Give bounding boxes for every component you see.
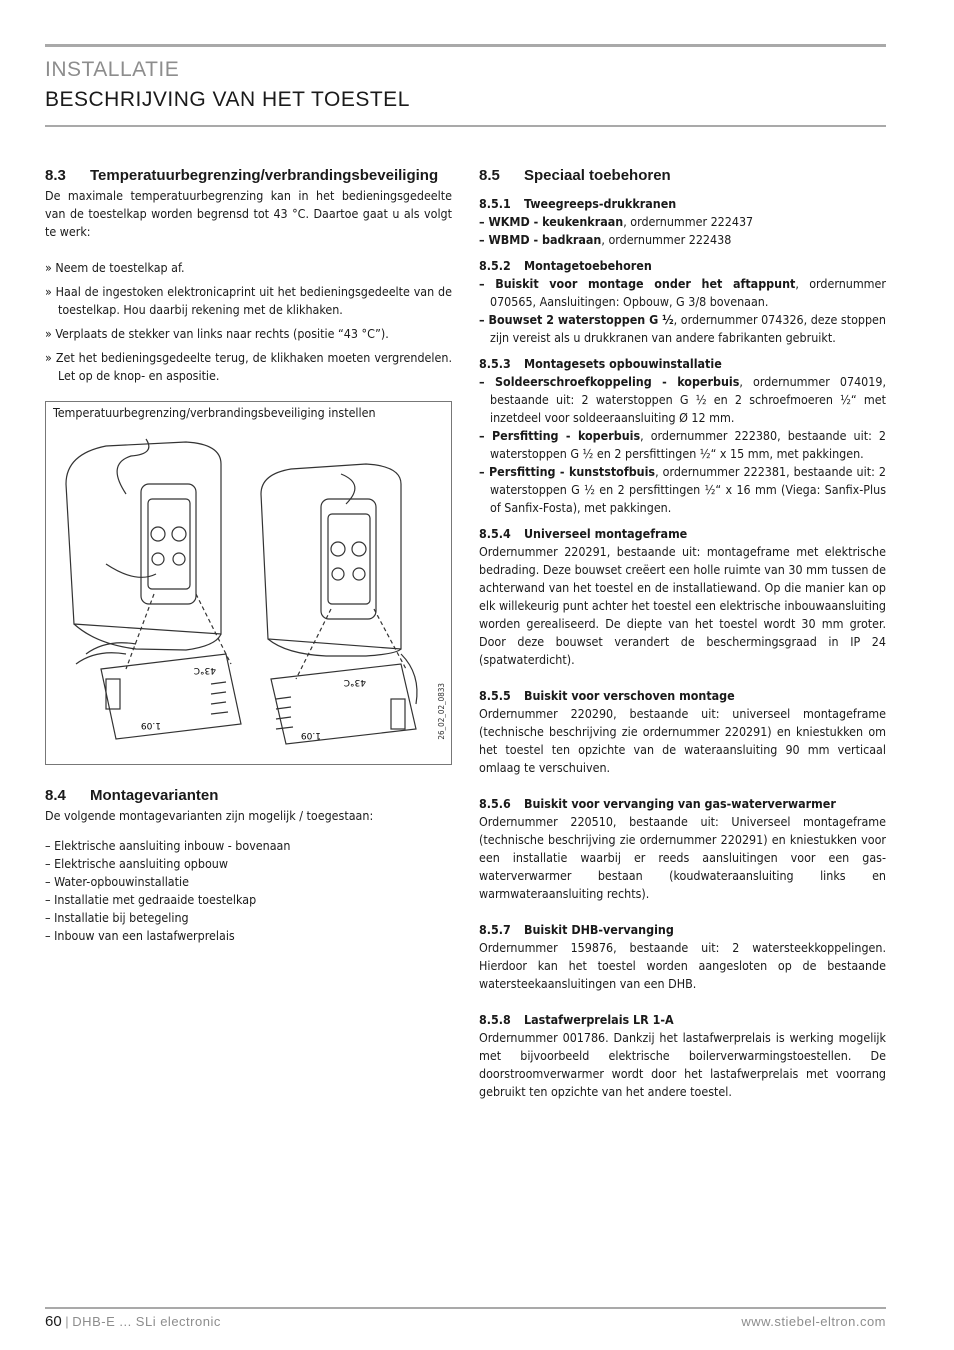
- footer-left: [45, 1313, 221, 1330]
- accessory-detail: , ordernummer 074019, bestaande uit: 2 waterstoppen G ½ en 2 schroefmoeren ½“ met inzetdeel voor soldeeraansluiting Ø 12 mm.: [490, 374, 886, 425]
- figure-code: 26_02_02_0833: [437, 683, 446, 740]
- subsection-text: Ordernummer 159876, bestaande uit: 2 watersteekkoppelingen. Hierdoor kan het toestel worden aangesloten op de bestaande watersteekaansluitingen van een DHB.: [479, 940, 886, 991]
- section-number: 8.5: [479, 167, 500, 184]
- subsection-8-5-3-heading: [479, 355, 886, 373]
- subsection-number: 8.5.4: [479, 526, 511, 541]
- accessory-name: – Persfitting - kunststofbuis: [479, 464, 656, 479]
- accessory-detail: , ordernummer 222438: [601, 232, 732, 247]
- chapter-label: INSTALLATIE: [45, 58, 180, 81]
- page-number: 60: [45, 1313, 62, 1330]
- subsection-text: Ordernummer 220290, bestaande uit: universeel montageframe (technische beschrijving zie ordernummer 220291) en kniestukken om het toestel ten opzichte van de wateraansluiting 90 mm verticaal omlaag te verschuiven.: [479, 706, 886, 775]
- section-8-3-intro: De maximale temperatuurbegrenzing kan in het bedieningsgedeelte van de toestelkap worden begrensd tot 43 °C. Daartoe gaat u als volgt te werk:: [45, 188, 452, 239]
- section-title: Temperatuurbegrenzing/verbrandingsbeveiliging: [90, 167, 439, 184]
- instruction-step: » Neem de toestelkap af.: [45, 260, 185, 275]
- subsection-number: 8.5.6: [479, 796, 511, 811]
- list-item: – Inbouw van een lastafwerprelais: [45, 928, 235, 943]
- subsection-title: Lastafwerprelais LR 1-A: [524, 1012, 674, 1027]
- page-title: BESCHRIJVING VAN HET TOESTEL: [45, 88, 410, 111]
- instruction-step: » Haal de ingestoken elektronicaprint uit het bedieningsgedeelte van de toestelkap. Hou daarbij rekening met de klikhaken.: [45, 284, 452, 317]
- subsection-title: Buiskit voor verschoven montage: [524, 688, 735, 703]
- footer-rule: [45, 1307, 886, 1309]
- section-number: 8.4: [45, 787, 66, 804]
- subsection-8-5-6-heading: [479, 795, 886, 813]
- subsection-text: Ordernummer 001786. Dankzij het lastafwerprelais is werking mogelijk met bijvoorbeeld elektrische boilerverwarmingstoestellen. De doorstroomverwarmer wordt door het lastafwerprelais met voorrang gebruikt ten opzichte van het andere toestel.: [479, 1030, 886, 1099]
- subsection-title: Universeel montageframe: [524, 526, 688, 541]
- accessory-item: [479, 311, 886, 347]
- device-illustration: [46, 424, 446, 762]
- figure-temperature-limit: [45, 401, 452, 765]
- subsection-8-5-4-heading: [479, 525, 886, 543]
- subsection-number: 8.5.2: [479, 258, 511, 273]
- subsection-number: 8.5.7: [479, 922, 511, 937]
- list-item: – Installatie bij betegeling: [45, 910, 189, 925]
- accessory-detail: , ordernummer 222381, bestaande uit: 2 waterstoppen G ½ en 2 persfittingen ½“ x 16 mm (Viega: Sanfix-Plus of Sanfix-Fosta), met pakkingen.: [490, 464, 886, 515]
- document-title: DHB-E ... SLi electronic: [72, 1314, 221, 1329]
- header-bottom-rule: [45, 125, 886, 127]
- subsection-text: Ordernummer 220291, bestaande uit: montageframe met elektrische bedrading. Deze bouwset creëert een holle ruimte van 30 mm tussen de achterwand van het toestel en de installatiewand. Op die manier kan op elk willekeurig punt achter het toestel een elektrische inbouwaansluiting worden gerealiseerd. De diepte van het toestel wordt 30 mm groter. Door deze bouwset verandert de beschermingsgraad in IP 24 (spatwaterdicht).: [479, 544, 886, 667]
- subsection-8-5-1-heading: [479, 195, 886, 213]
- accessory-item: [479, 275, 886, 311]
- list-item: – Elektrische aansluiting opbouw: [45, 856, 228, 871]
- list-item: – Water-opbouwinstallatie: [45, 874, 189, 889]
- accessory-item: [479, 231, 886, 249]
- device-housing-right: [261, 464, 401, 649]
- left-column: [45, 165, 452, 945]
- board-code-right: 1.09: [300, 730, 321, 740]
- subsection-8-5-2-heading: [479, 257, 886, 275]
- accessory-name: – Persfitting - koperbuis: [479, 428, 641, 443]
- list-item: – Elektrische aansluiting inbouw - bovenaan: [45, 838, 291, 853]
- subsection-title: Montagesets opbouwinstallatie: [524, 356, 722, 371]
- board-label-left: 43°C: [193, 665, 216, 675]
- list-item: – Installatie met gedraaide toestelkap: [45, 892, 257, 907]
- subsection-number: 8.5.8: [479, 1012, 511, 1027]
- accessory-detail: , ordernummer 222380, bestaande uit: 2 waterstoppen G ½ en 2 persfittingen ½“ x 15 mm, met pakkingen.: [490, 428, 887, 461]
- subsection-8-5-7-heading: [479, 921, 886, 939]
- website-url: www.stiebel-eltron.com: [741, 1314, 886, 1329]
- accessory-item: [479, 213, 886, 231]
- circuit-board-left: [101, 654, 241, 739]
- instruction-step: » Verplaats de stekker van links naar rechts (positie “43 °C”).: [45, 326, 389, 341]
- section-8-3-heading: [45, 165, 452, 187]
- subsection-number: 8.5.1: [479, 196, 511, 211]
- accessory-detail: , ordernummer 074326, deze stoppen zijn vereist als u drukkranen van andere fabrikanten gebruikt.: [490, 312, 886, 345]
- figure-caption: Temperatuurbegrenzing/verbrandingsbeveiliging instellen: [53, 405, 376, 420]
- subsection-text: Ordernummer 220510, bestaande uit: Universeel montageframe (technische beschrijving zie ordernummer 220291) en kniestukken voor een installatie waarbij er reeds aansluitingen voor een gas-waterverwarmer bestaan (koudwateraansluiting links en warmwateraansluiting rechts).: [479, 814, 886, 901]
- accessory-name: – Buiskit voor montage onder het aftappunt: [479, 276, 796, 291]
- accessory-detail: , ordernummer 070565, Aansluitingen: Opbouw, G 3/8 bovenaan.: [490, 276, 886, 309]
- accessory-detail: , ordernummer 222437: [623, 214, 754, 229]
- subsection-number: 8.5.3: [479, 356, 511, 371]
- subsection-8-5-8-heading: [479, 1011, 886, 1029]
- accessory-name: – WKMD - keukenkraan: [479, 214, 624, 229]
- section-title: Speciaal toebehoren: [524, 167, 671, 184]
- board-label-right: 43°C: [343, 677, 366, 687]
- circuit-board-right: [271, 664, 416, 744]
- section-title: Montagevarianten: [90, 787, 219, 804]
- subsection-title: Tweegreeps-drukkranen: [524, 196, 677, 211]
- section-number: 8.3: [45, 167, 66, 184]
- section-8-4-heading: [45, 785, 452, 807]
- accessory-name: – Soldeerschroefkoppeling - koperbuis: [479, 374, 740, 389]
- accessory-name: – WBMD - badkraan: [479, 232, 602, 247]
- accessory-name: – Bouwset 2 waterstoppen G ½: [479, 312, 674, 327]
- subsection-title: Buiskit DHB-vervanging: [524, 922, 674, 937]
- footer-separator: |: [61, 1314, 73, 1329]
- right-column: [479, 165, 886, 1101]
- section-8-4-intro: De volgende montagevarianten zijn mogelijk / toegestaan:: [45, 808, 374, 823]
- subsection-8-5-5-heading: [479, 687, 886, 705]
- accessory-item: [479, 427, 886, 463]
- board-code-left: 1.09: [140, 720, 161, 730]
- subsection-title: Buiskit voor vervanging van gas-waterverwarmer: [524, 796, 836, 811]
- instruction-step: » Zet het bedieningsgedeelte terug, de klikhaken moeten vergrendelen. Let op de knop- en aspositie.: [45, 350, 452, 383]
- header-top-rule: [45, 44, 886, 47]
- device-housing-left: [66, 442, 221, 634]
- accessory-item: [479, 463, 886, 517]
- subsection-number: 8.5.5: [479, 688, 511, 703]
- accessory-item: [479, 373, 886, 427]
- section-8-5-heading: [479, 165, 886, 187]
- subsection-title: Montagetoebehoren: [524, 258, 652, 273]
